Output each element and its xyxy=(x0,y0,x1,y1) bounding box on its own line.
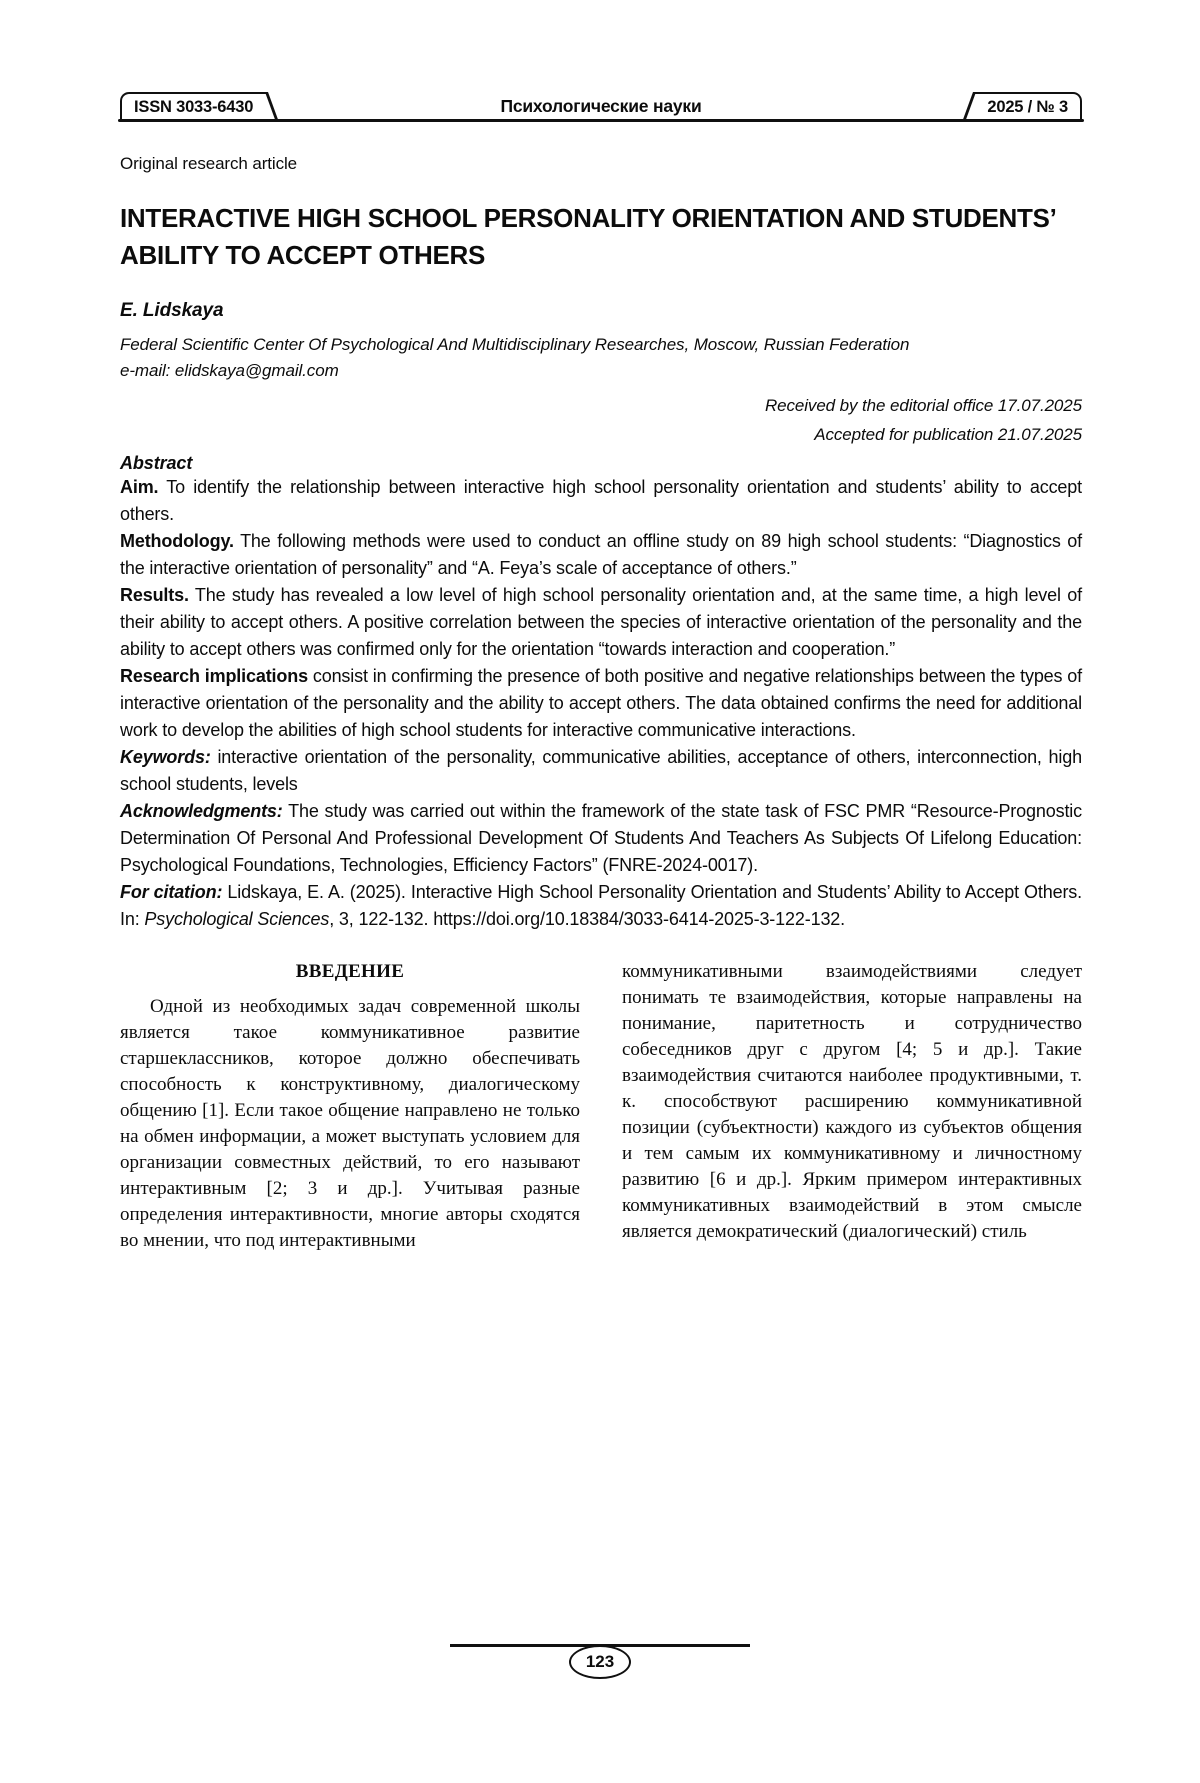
aim-label: Aim. xyxy=(120,476,159,497)
citation-text-before: Lidskaya, E. A. (2025). Interactive High School Personality Orientation and Students’ Ability to Accept Others. In: xyxy=(120,881,1083,929)
methodology-text: The following methods were used to conduct an offline study on 89 high school students: “Diagnostics of the interactive orientation of personality” and “A. Feya’s scale of acceptance of others.” xyxy=(120,530,1082,578)
author-email: e-mail: elidskaya@gmail.com xyxy=(120,361,339,381)
intro-column-left xyxy=(120,959,580,1254)
page-number-badge xyxy=(569,1645,631,1679)
abstract-implications xyxy=(120,663,1082,744)
page-footer xyxy=(0,1644,1200,1679)
abstract-results xyxy=(120,582,1082,663)
implications-label: Research implications xyxy=(120,665,308,686)
accepted-date: Accepted for publication 21.07.2025 xyxy=(814,424,1082,444)
editorial-dates xyxy=(120,391,1082,449)
author-affiliation: Federal Scientific Center Of Psychological And Multidisciplinary Researches, Moscow, Russian Federation xyxy=(120,334,910,354)
article-title: INTERACTIVE HIGH SCHOOL PERSONALITY ORIENTATION AND STUDENTS’ ABILITY TO ACCEPT OTHERS xyxy=(120,203,1056,270)
intro-paragraph-left: Одной из необходимых задач современной школы является такое коммуникативное развитие старшеклассников, которое должно обеспечивать способность к конструктивному, диалогическому общению [1]. Если такое общение направлено не только на обмен информации, а может выступать условием для организации совместных действий, то его называют интерактивным [2; 3 и др.]. Учитывая разные определения интерактивности, многие авторы сходятся во мнении, что под интерактивными xyxy=(120,995,580,1251)
for-citation xyxy=(120,879,1082,933)
acknowledgments-text: The study was carried out within the framework of the state task of FSC PMR “Resource-Prognostic Determination Of Personal And Professional Development Of Students And Teachers As Subjects Of Lifelong Education: Psychological Foundations, Technologies, Efficiency Factors” (FNRE-2024-0017). xyxy=(120,800,1082,875)
results-text: The study has revealed a low level of high school personality orientation and, at the same time, a high level of their ability to accept others. A positive correlation between the species of interactive orientation of the personality and the ability to accept others was confirmed only for the orientation “towards interaction and cooperation.” xyxy=(120,584,1082,659)
citation-label: For citation: xyxy=(120,881,223,902)
author-name: E. Lidskaya xyxy=(120,299,224,321)
abstract-aim xyxy=(120,474,1082,528)
page-header xyxy=(120,92,1082,122)
keywords-label: Keywords: xyxy=(120,746,211,767)
methodology-label: Methodology. xyxy=(120,530,234,551)
aim-text: To identify the relationship between interactive high school personality orientation and students’ ability to accept others. xyxy=(120,476,1082,524)
article-type-label: Original research article xyxy=(120,154,298,173)
abstract-keywords xyxy=(120,744,1082,798)
abstract-methodology xyxy=(120,528,1082,582)
issn-text: ISSN 3033-6430 xyxy=(134,97,254,116)
received-date: Received by the editorial office 17.07.2025 xyxy=(764,395,1082,415)
abstract-heading: Abstract xyxy=(120,452,193,473)
results-label: Results. xyxy=(120,584,189,605)
citation-journal-name: Psychological Sciences xyxy=(144,908,330,929)
implications-text: consist in confirming the presence of both positive and negative relationships between the types of interactive orientation of the personality and the ability to accept others. The data obtained confirms the need for additional work to develop the abilities of high school students for interactive communicative interactions. xyxy=(120,665,1082,740)
introduction-section xyxy=(120,959,1082,1254)
journal-section-title: Психологические науки xyxy=(500,96,702,116)
citation-text-after: , 3, 122-132. https://doi.org/10.18384/3033-6414-2025-3-122-132. xyxy=(329,908,846,929)
issue-tab xyxy=(953,92,1082,122)
intro-column-right xyxy=(622,959,1082,1254)
keywords-text: interactive orientation of the personality, communicative abilities, acceptance of others, interconnection, high school students, levels xyxy=(120,746,1082,794)
abstract-acknowledgments xyxy=(120,798,1082,879)
acknowledgments-label: Acknowledgments: xyxy=(120,800,283,821)
introduction-heading: ВВЕДЕНИЕ xyxy=(295,960,405,982)
issue-text: 2025 / № 3 xyxy=(987,97,1068,116)
intro-paragraph-right: коммуникативными взаимодействиями следует понимать те взаимодействия, которые направлены на понимание, паритетность и сотрудничество собеседников друг с другом [4; 5 и др.]. Такие взаимодействия считаются наиболее продуктивными, т. к. способствуют расширению коммуникативной позиции (субъектности) каждого из субъектов общения и тем самым их коммуникативному и личностному развитию [6 и др.]. Ярким примером интерактивных коммуникативных взаимодействий в этом смысле является демократический (диалогический) стиль xyxy=(622,960,1082,1242)
page-number: 123 xyxy=(585,1651,615,1671)
